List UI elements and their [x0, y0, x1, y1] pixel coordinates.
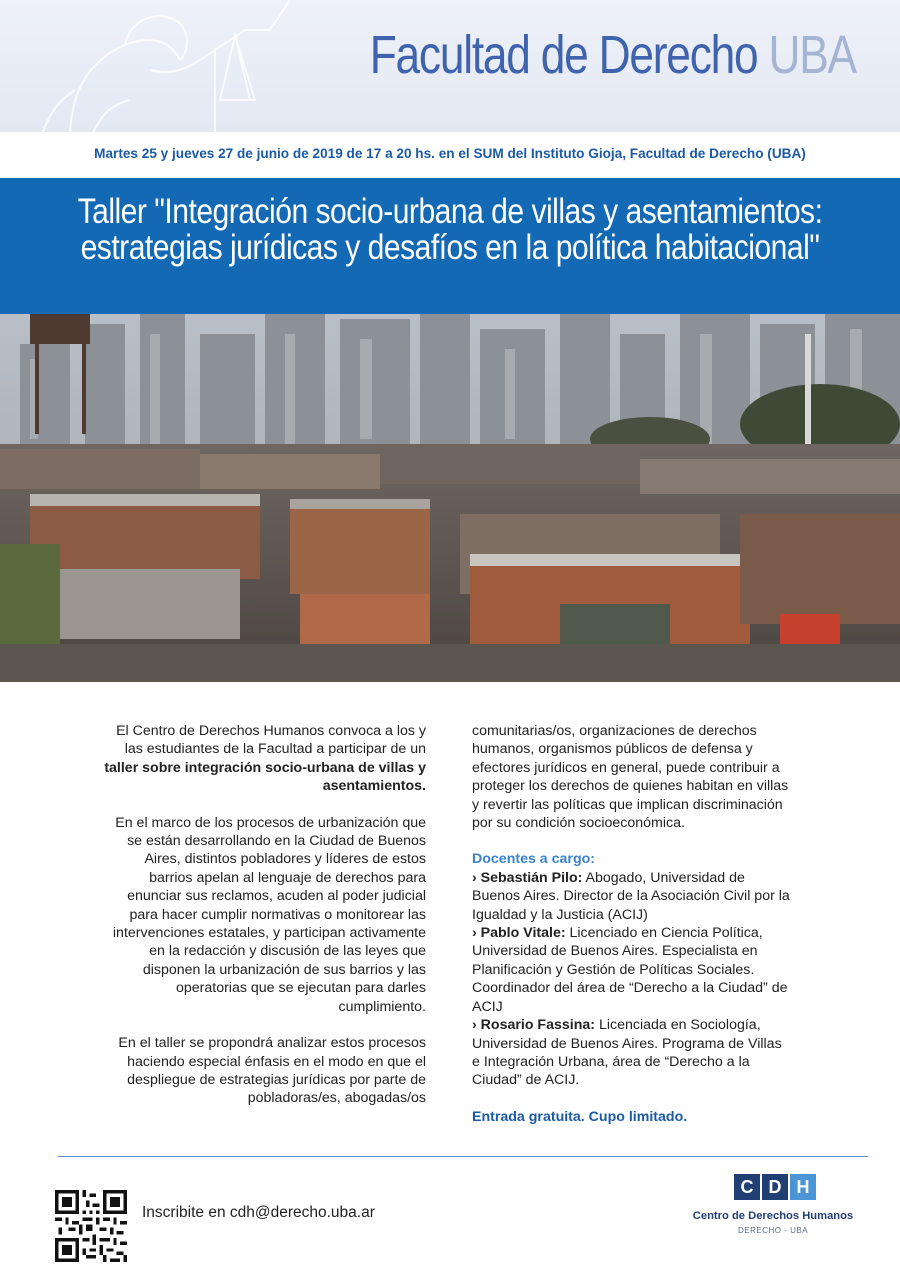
intro-column [104, 722, 426, 1126]
intro-highlight: taller sobre integración socio-urbana de villas y asentamientos. [104, 759, 426, 795]
intro-paragraph [104, 722, 426, 796]
cdh-name: Centro de Derechos Humanos [692, 1210, 854, 1222]
faculty-title-main: Facultad de Derecho [369, 25, 758, 85]
continuation-paragraph: comunitarias/os, organizaciones de derechos humanos, organismos públicos de defensa y efectores jurídicos en general, puede contribuir a proteger los derechos de quienes habitan en villas y revertir las políticas que implican discriminación por su condición socioeconómica. [472, 723, 789, 832]
header-banner [0, 0, 900, 132]
faculty-title-uba: UBA [768, 25, 856, 85]
docente-name: › Sebastián Pilo: [472, 869, 583, 886]
details-column [472, 722, 792, 1126]
logo-letter-c: C [734, 1174, 760, 1200]
workshop-title-line-2: estrategias jurídicas y desafíos en la política habitacional" [80, 228, 820, 267]
docente-description: Licenciado en Ciencia Política, Universidad de Buenos Aires. Especialista en Planificación y Gestión de Políticas Sociales. Coordinador del área de “Derecho a la Ciudad” de ACIJ [472, 925, 788, 1015]
docente-item [472, 924, 792, 1016]
qr-code[interactable] [55, 1190, 127, 1262]
logo-letter-h: H [790, 1174, 816, 1200]
docente-item [472, 869, 792, 924]
intro-text: El Centro de Derechos Humanos convoca a los y las estudiantes de la Facultad a participar de un [116, 723, 426, 758]
docente-description: Licenciada en Sociología, Universidad de Buenos Aires. Programa de Villas e Integración Urbana, área de “Derecho a la Ciudad” de ACIJ. [472, 1017, 782, 1089]
docente-name: › Rosario Fassina: [472, 1017, 595, 1034]
registration-email[interactable]: Inscribite en cdh@derecho.uba.ar [142, 1204, 375, 1221]
settlement-photo [0, 314, 900, 682]
context-paragraph: En el marco de los procesos de urbanización que se están desarrollando en la Ciudad de Buenos Aires, distintos pobladores y líderes de estos barrios apelan al lenguaje de derechos para enunciar sus reclamos, acuden al poder judicial para hacer cumplir normativas o monitorear las intervenciones estatales, y participan activamente en la redacción y discusión de las leyes que disponen la urbanización de sus barrios y las operatorias que se ejecutan para darles cumplimiento. [112, 814, 426, 1015]
lady-justice-illustration [30, 0, 330, 132]
workshop-title [63, 194, 837, 266]
entrada-note: Entrada gratuita. Cupo limitado. [472, 1108, 688, 1125]
cdh-logo [734, 1174, 816, 1200]
faculty-title [370, 24, 856, 86]
docente-name: › Pablo Vitale: [472, 925, 566, 942]
logo-letter-d: D [762, 1174, 788, 1200]
workshop-paragraph: En el taller se propondrá analizar estos procesos haciendo especial énfasis en el modo en que el despliegue de estrategias jurídicas por parte de pobladoras/es, abogadas/os [118, 1035, 426, 1107]
docentes-heading: Docentes a cargo: [472, 851, 595, 868]
event-date-line: Martes 25 y jueves 27 de junio de 2019 de 17 a 20 hs. en el SUM del Instituto Gioja, Facultad de Derecho (UBA) [94, 146, 806, 161]
docente-item [472, 1016, 792, 1090]
docentes-section [472, 850, 792, 1089]
docente-description: Abogado, Universidad de Buenos Aires. Director de la Asociación Civil por la Igualdad y la Justicia (ACIJ) [472, 869, 790, 923]
cdh-subtitle: DERECHO - UBA [737, 1226, 809, 1235]
workshop-title-line-1: Taller "Integración socio-urbana de villas y asentamientos: [77, 192, 823, 231]
footer-divider [58, 1156, 868, 1157]
